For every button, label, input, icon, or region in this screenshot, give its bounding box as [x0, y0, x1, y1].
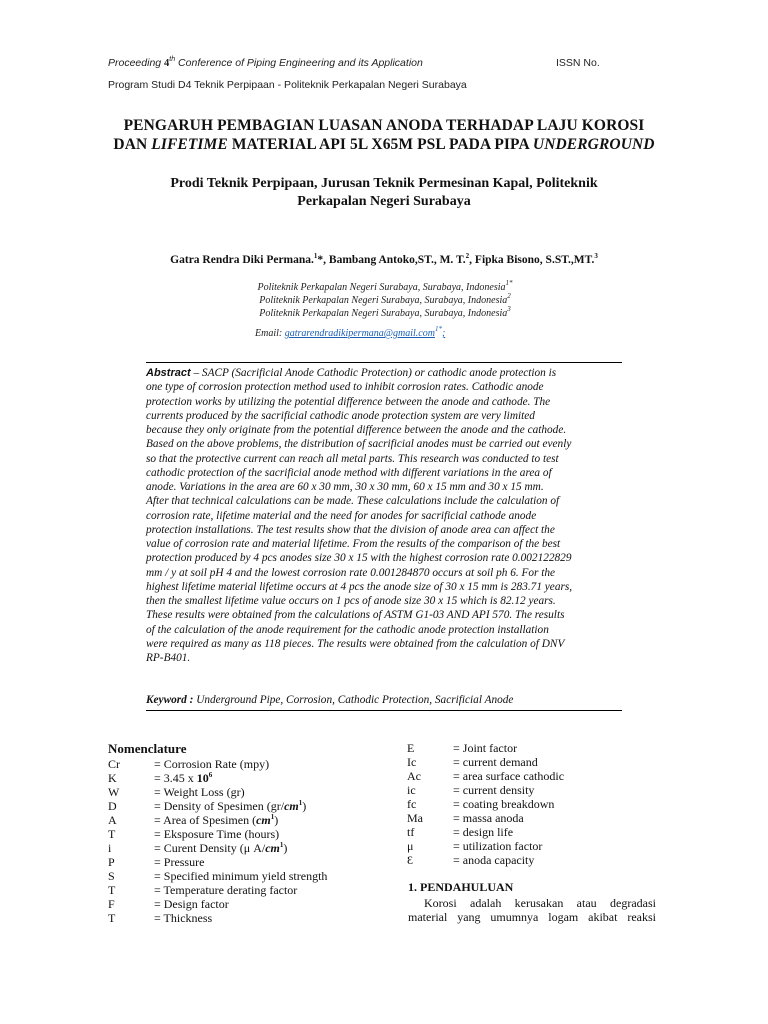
proceeding-number: 4 — [164, 58, 170, 69]
abstract-line: corrosion rate, lifetime material and the need for anodes for sacrificial cathode anode — [146, 509, 537, 522]
section-body — [408, 896, 656, 924]
keyword-line: Keyword : Underground Pipe, Corrosion, Cathodic Protection, Sacrificial Anode — [146, 694, 514, 706]
abstract-line: mm / y at soil pH 4 and the lowest corrosion rate 0.001284870 occurs at soil ph 6. For the — [146, 566, 556, 579]
abstract-bottom-rule — [146, 710, 622, 711]
abstract-line: Abstract – SACP (Sacrificial Anode Cathodic Protection) or cathodic anode protection is — [146, 367, 557, 379]
affiliation-3: Politeknik Perkapalan Negeri Surabaya, Surabaya, Indonesia$^3$ — [259, 305, 511, 319]
abstract-top-rule — [146, 362, 622, 363]
abstract-line: cathodic protection of the sacrificial anode method with different variations in the area of — [146, 466, 552, 479]
email-link[interactable]: gatrarendradikipermana@gmail.com — [284, 328, 435, 339]
abstract-line: RP-B401. — [146, 652, 191, 664]
body-line: Korosi adalah kerusakan atau degradasi — [424, 896, 656, 910]
section-heading-pendahuluan: 1. PENDAHULUAN — [408, 880, 514, 894]
abstract-line: of the calculation of the anode requirement for the cathodic anode protection installation — [146, 623, 549, 636]
nomenclature-left-list: Cr = Corrosion Rate (mpy) K = 3.45 x $10^6$ W = Weight Loss (gr) D = Density of Spesimen $(gr/cm^1)$ A = Area of Spesimen $(cm^1)$ T = Eksposure Time (hours) i = Curent Density (μ $A/cm^1$) P = Pressure S = Specified minimum yield strength T = Temperature derating factor F = Design factor T = Thickness — [108, 757, 328, 925]
abstract-line: value of corrosion rate and material lifetime. From the results of the comparison of the best — [146, 538, 561, 550]
abstract-line: These results were obtained from the calculations of ASTM G1-03 AND API 570. The results — [146, 609, 565, 622]
institution-line2: Perkapalan Negeri Surabaya — [297, 194, 471, 209]
abstract-line: so that the protective current can reach all metal parts. This research was conducted to test — [146, 452, 559, 465]
abstract-line: protection works by utilizing the potential difference between the anode and cathode. The — [146, 395, 551, 408]
program-header: Program Studi D4 Teknik Perpipaan - Politeknik Perkapalan Negeri Surabaya — [108, 79, 467, 91]
body-line: material yang umumnya logam akibat reaksi — [408, 910, 656, 924]
abstract-line: then the smallest lifetime value occurs on 1 pcs of anode size 30 x 15 which is 82.12 years. — [146, 595, 556, 607]
keyword-label: Keyword : — [146, 694, 194, 706]
affiliation-2: Politeknik Perkapalan Negeri Surabaya, Surabaya, Indonesia$^2$ — [259, 292, 511, 306]
author-list: Gatra Rendra Diki Permana.$^1$*, Bambang Antoko,ST., M. T.$^2$, Fipka Bisono, S.ST.,MT.$^3$ — [170, 252, 598, 266]
abstract-line: After that technical calculations can be made. These calculations include the calculation of — [146, 495, 560, 508]
abstract-line: currents produced by the sacrificial cathodic anode protection system are very limited — [146, 409, 535, 422]
email-line: Email: gatrarendradikipermana@gmail.com$^{1*}$; — [255, 325, 446, 339]
institution-line1: Prodi Teknik Perpipaan, Jurusan Teknik Permesinan Kapal, Politeknik — [170, 176, 598, 191]
nomenclature-right-list: E = Joint factor Ic = current demand Ac = area surface cathodic ic = current density fc = coating breakdown Ma = massa anoda tf = design life μ = utilization factor Ɛ = anoda capacity — [407, 741, 565, 867]
abstract-line: Based on the above problems, the distribution of sacrificial anodes must be carried out evenly — [146, 438, 572, 451]
nomenclature-title: Nomenclature — [108, 741, 187, 756]
abstract-line: because they only originate from the potential difference between the anode and the cathode. — [146, 424, 567, 436]
abstract-line: protection produced by 4 pcs anodes size 30 x 15 with the highest corrosion rate 0.002122829 — [146, 552, 572, 565]
paper-title-line2: DAN LIFETIME MATERIAL API 5L X65M PSL PADA PIPA UNDERGROUND — [113, 136, 655, 153]
abstract-block — [146, 366, 622, 665]
proceeding-header: Proceeding 4th Conference of Piping Engineering and its Application — [108, 56, 423, 69]
abstract-line: protection installations. The test results show that the division of anode area can affect the — [146, 523, 555, 536]
abstract-line: highest lifetime material lifetime occurs at 4 pcs the anode size of 30 x 15 mm is 283.71 years, — [146, 580, 573, 593]
abstract-label: Abstract — [146, 367, 191, 379]
abstract-line: anode. Variations in the area are 60 x 30 mm, 30 x 30 mm, 60 x 15 mm and 30 x 15 mm. — [146, 481, 544, 493]
paper-title-line1: PENGARUH PEMBAGIAN LUASAN ANODA TERHADAP LAJU KOROSI — [123, 117, 645, 134]
abstract-line: were required as many as 118 pieces. The results were obtained from the calculation of DNV — [146, 637, 565, 650]
affiliation-1: Politeknik Perkapalan Negeri Surabaya, Surabaya, Indonesia$^{1*}$ — [257, 279, 513, 293]
abstract-line: one type of corrosion protection method used to inhibit corrosion rates. Cathodic anode — [146, 381, 544, 394]
issn-label: ISSN No. — [556, 57, 600, 69]
